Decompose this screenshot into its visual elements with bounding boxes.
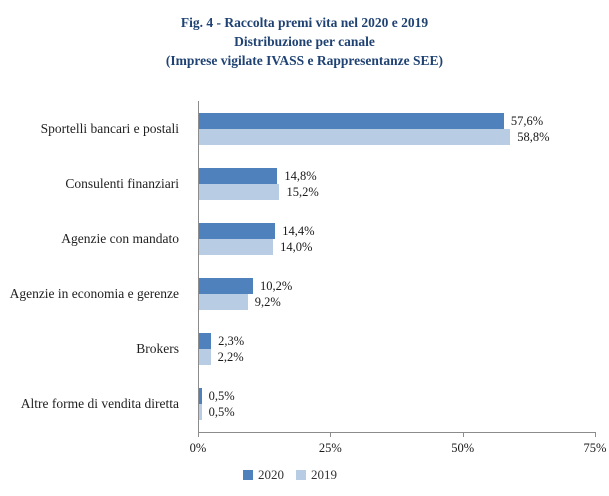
category-axis [0,101,188,432]
bar-2019 [199,184,319,200]
legend-swatch-icon [296,470,306,480]
bar-2020 [199,278,293,294]
value-label-2020: 2,3% [218,334,245,349]
value-label-2019: 9,2% [254,295,281,310]
bar-2020 [199,333,245,349]
category-label: Agenzie con mandato [61,230,179,246]
x-axis [189,432,607,458]
bar-group [199,267,596,322]
legend-item-2019 [296,468,337,482]
category-label: Brokers [136,341,179,357]
x-tick-label: 50% [451,441,475,455]
bar-group [199,377,596,432]
category-label: Altre forme di vendita diretta [20,396,179,412]
bar-group [199,211,596,266]
x-tick-mark [463,433,464,437]
value-label-2020: 10,2% [259,279,293,294]
legend-label: 2020 [258,467,284,482]
bar-2019 [199,404,235,420]
x-tick-label: 0% [189,441,207,455]
legend-item-2020 [243,468,284,482]
chart-title-line2: Distribuzione per canale [234,34,375,49]
bar-2020 [199,168,317,184]
value-label-2020: 14,8% [284,168,317,183]
value-label-2019: 2,2% [217,350,244,365]
category-label: Consulenti finanziari [65,175,179,191]
value-label-2020: 14,4% [282,223,315,238]
bar-2019 [199,239,313,255]
chart-title [0,13,609,70]
bar-2020 [199,113,544,129]
value-label-2019: 14,0% [280,239,313,254]
x-tick-label: 25% [318,441,342,455]
category-label: Agenzie in economia e gerenze [9,286,179,302]
chart-title-line3: (Imprese vigilate IVASS e Rappresentanze SEE) [165,53,444,68]
plot-area [198,101,596,433]
bar-2020 [199,223,315,239]
value-label-2019: 58,8% [517,129,550,144]
x-tick-mark [198,433,199,437]
x-tick-label: 75% [583,441,607,455]
legend-label: 2019 [311,467,337,482]
bar-group [199,101,596,156]
bar-2020 [199,388,235,404]
chart-title-line1: Fig. 4 - Raccolta premi vita nel 2020 e 2019 [180,15,429,30]
x-tick-mark [330,433,331,437]
legend-swatch-icon [243,470,253,480]
value-label-2019: 15,2% [286,184,319,199]
value-label-2020: 0,5% [208,389,235,404]
value-label-2019: 0,5% [208,405,235,420]
legend [0,468,580,482]
value-label-2020: 57,6% [510,113,544,128]
bar-2019 [199,349,244,365]
category-label: Sportelli bancari e postali [40,120,179,136]
bar-2019 [199,129,550,145]
bar-group [199,322,596,377]
x-tick-mark [595,433,596,437]
bar-group [199,156,596,211]
bar-2019 [199,294,281,310]
